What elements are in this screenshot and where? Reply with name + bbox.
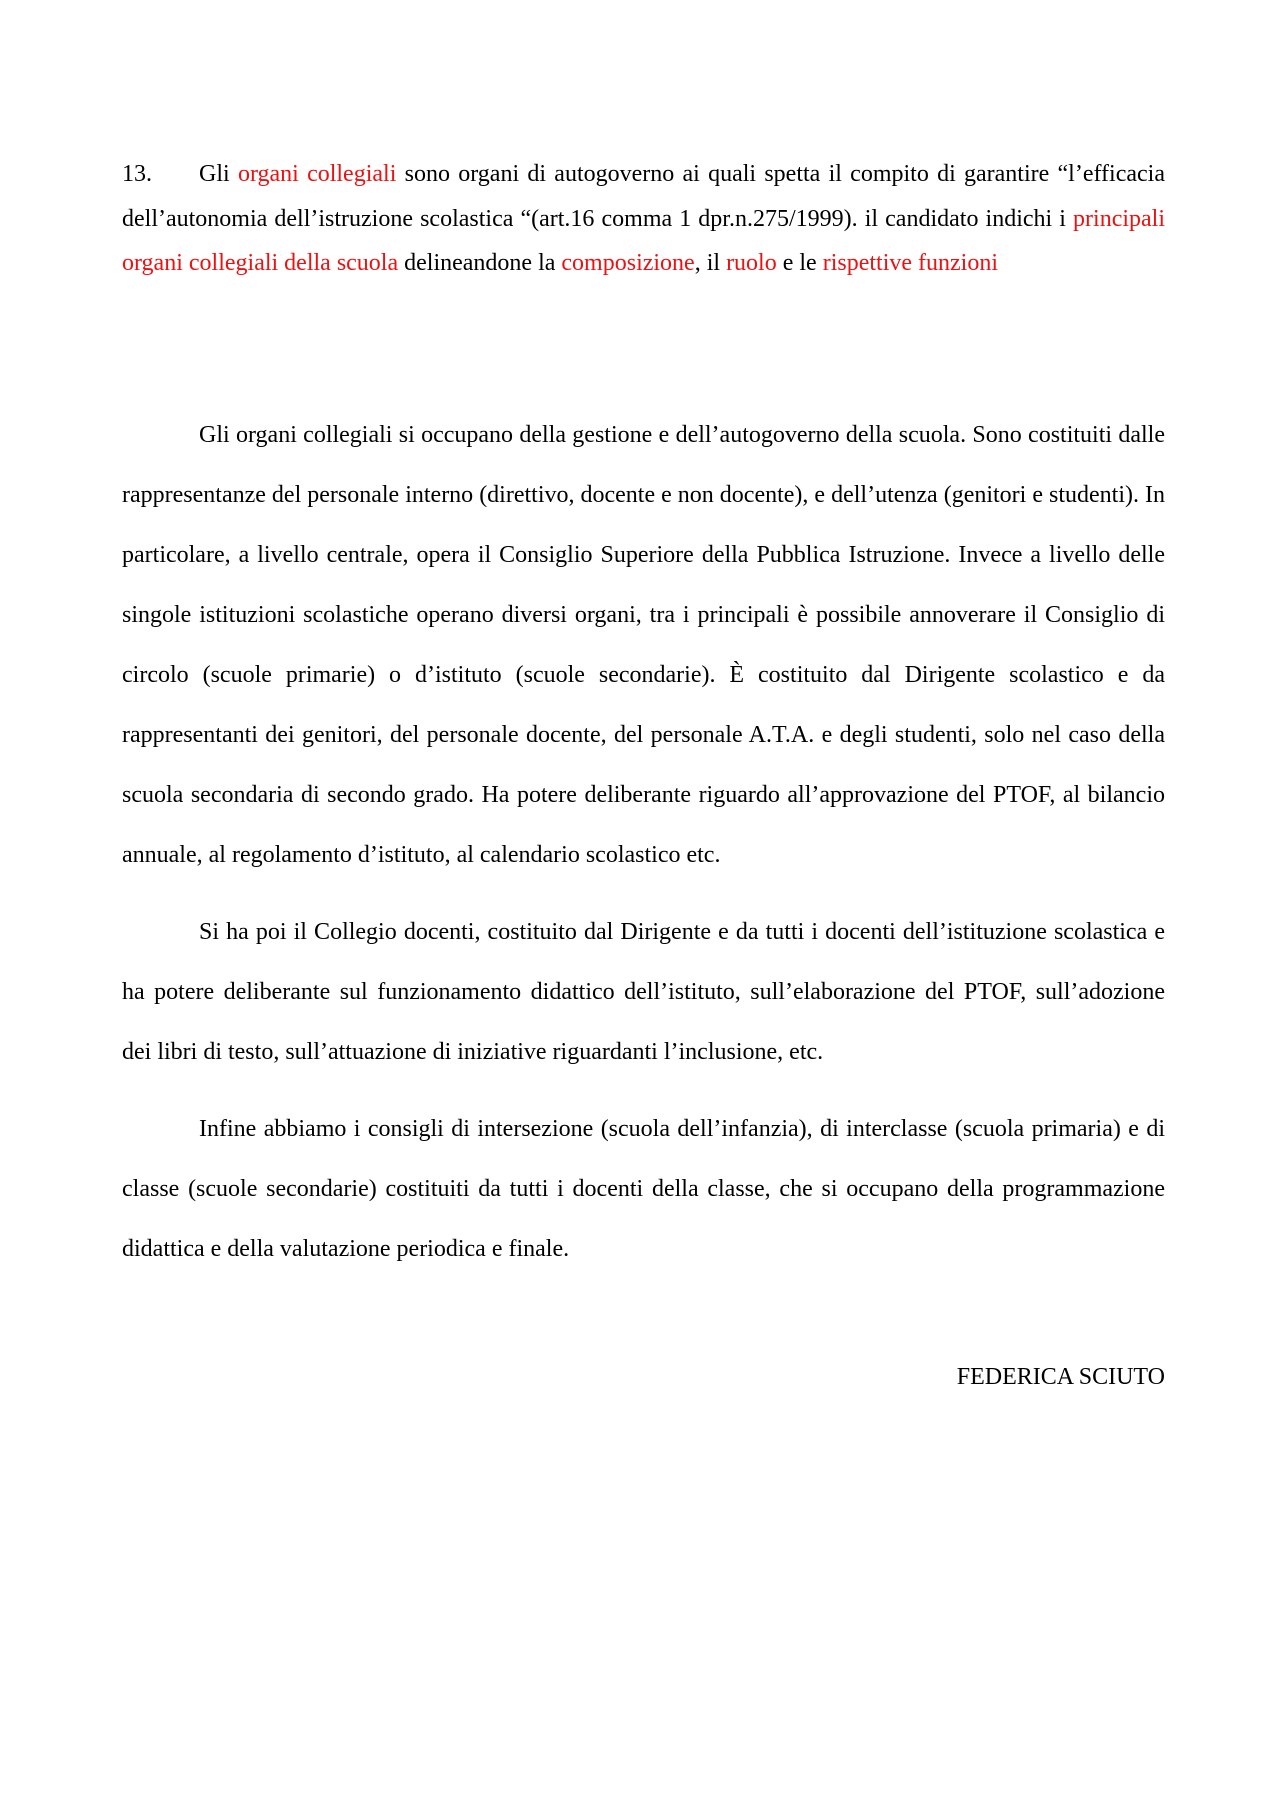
question-number: 13. xyxy=(122,161,152,187)
answer-paragraph: Infine abbiamo i consigli di intersezione (scuola dell’infanzia), di interclasse (scuola primaria) e di classe (scuole secondarie) costituiti da tutti i docenti della classe, che si occupano della programmazione didattica e della valutazione periodica e finale. xyxy=(122,1116,1165,1262)
question-text: sono organi di autogoverno ai quali spetta il compito di garantire “l’efficacia dell’autonomia dell’istruzione scolastica “(art.16 comma 1 dpr.n.275/1999). il candidato indichi i xyxy=(122,161,1165,232)
answer-paragraph: Gli organi collegiali si occupano della gestione e dell’autogoverno della scuola. Sono costituiti dalle rappresentanze del personale interno (direttivo, docente e non docente), e dell’utenza (genitori e studenti). In particolare, a livello centrale, opera il Consiglio Superiore della Pubblica Istruzione. Invece a livello delle singole istituzioni scolastiche operano diversi organi, tra i principali è possibile annoverare il Consiglio di circolo (scuole primarie) o d’istituto (scuole secondarie). È costituito dal Dirigente scolastico e da rappresentanti dei genitori, del personale docente, del personale A.T.A. e degli studenti, solo nel caso della scuola secondaria di secondo grado. Ha potere deliberante riguardo all’approvazione del PTOF, al bilancio annuale, al regolamento d’istituto, al calendario scolastico etc. xyxy=(122,422,1165,868)
highlight-composizione: composizione xyxy=(561,250,695,276)
highlight-rispettive-funzioni: rispettive funzioni xyxy=(822,250,999,276)
question-block xyxy=(122,152,1165,286)
question-text: e le xyxy=(776,250,823,276)
highlight-ruolo: ruolo xyxy=(726,250,777,276)
question-text: Gli xyxy=(199,161,238,187)
author-signature: FEDERICA SCIUTO xyxy=(956,1364,1165,1390)
highlight-organi-collegiali: organi collegiali xyxy=(237,161,397,187)
question-text: , il xyxy=(694,250,727,276)
highlight-principali-organi: principali organi collegiali della scuola xyxy=(122,205,1165,276)
question-text: delineandone la xyxy=(398,250,562,276)
answer-paragraph: Si ha poi il Collegio docenti, costituito dal Dirigente e da tutti i docenti dell’istituzione scolastica e ha potere deliberante sul funzionamento didattico dell’istituto, sull’elaborazione del PTOF, sull’adozione dei libri di testo, sull’attuazione di iniziative riguardanti l’inclusione, etc. xyxy=(122,919,1165,1065)
answer-body xyxy=(122,405,1165,1296)
